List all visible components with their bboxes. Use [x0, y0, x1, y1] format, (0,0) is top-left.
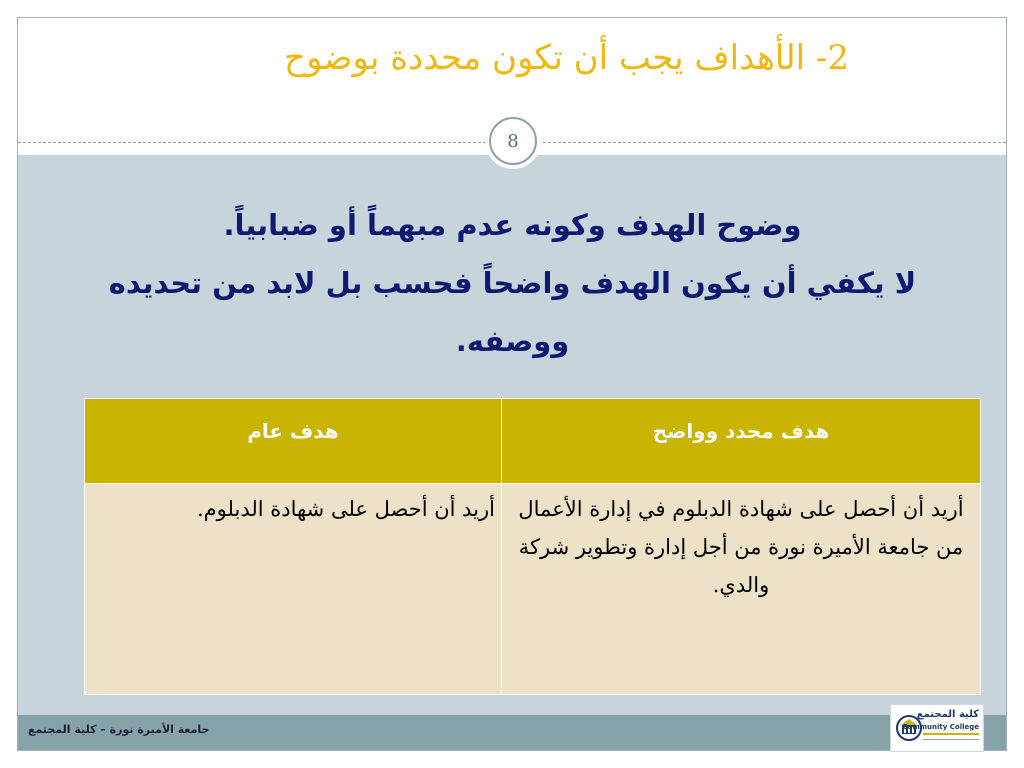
cell-general-goal: أريد أن أحصل على شهادة الدبلوم. [85, 484, 502, 695]
header-label: هدف عام [247, 419, 339, 443]
heading-line: وضوح الهدف وكونه عدم مبهماً أو ضبابياً. [223, 208, 802, 242]
table-row [85, 484, 981, 695]
logo-accent-line [923, 733, 979, 735]
goals-table [84, 398, 981, 695]
logo-sub-line [923, 739, 979, 740]
slide-number: 8 [489, 117, 537, 165]
header-general-goal [85, 399, 502, 484]
header-label: هدف محدد وواضح [652, 419, 830, 443]
table-header-row [85, 399, 981, 484]
heading-line: لا يكفي أن يكون الهدف واضحاً فحسب بل لابد من تحديده [108, 266, 917, 300]
logo-arabic-text: كلية المجتمع [916, 709, 979, 720]
college-logo [890, 704, 984, 752]
header-specific-goal [502, 399, 981, 484]
footer-text: جامعة الأميرة نورة – كلية المجتمع [28, 723, 210, 736]
cell-specific-goal: أريد أن أحصل على شهادة الدبلوم في إدارة الأعمال من جامعة الأميرة نورة من أجل إدارة وتطوير شركة والدي. [502, 484, 981, 695]
logo-english-text: Community College [902, 723, 979, 731]
heading-line: ووصفه. [455, 324, 570, 358]
slide-title: 2- الأهداف يجب أن تكون محددة بوضوح [284, 38, 849, 78]
slide-heading [45, 196, 980, 370]
